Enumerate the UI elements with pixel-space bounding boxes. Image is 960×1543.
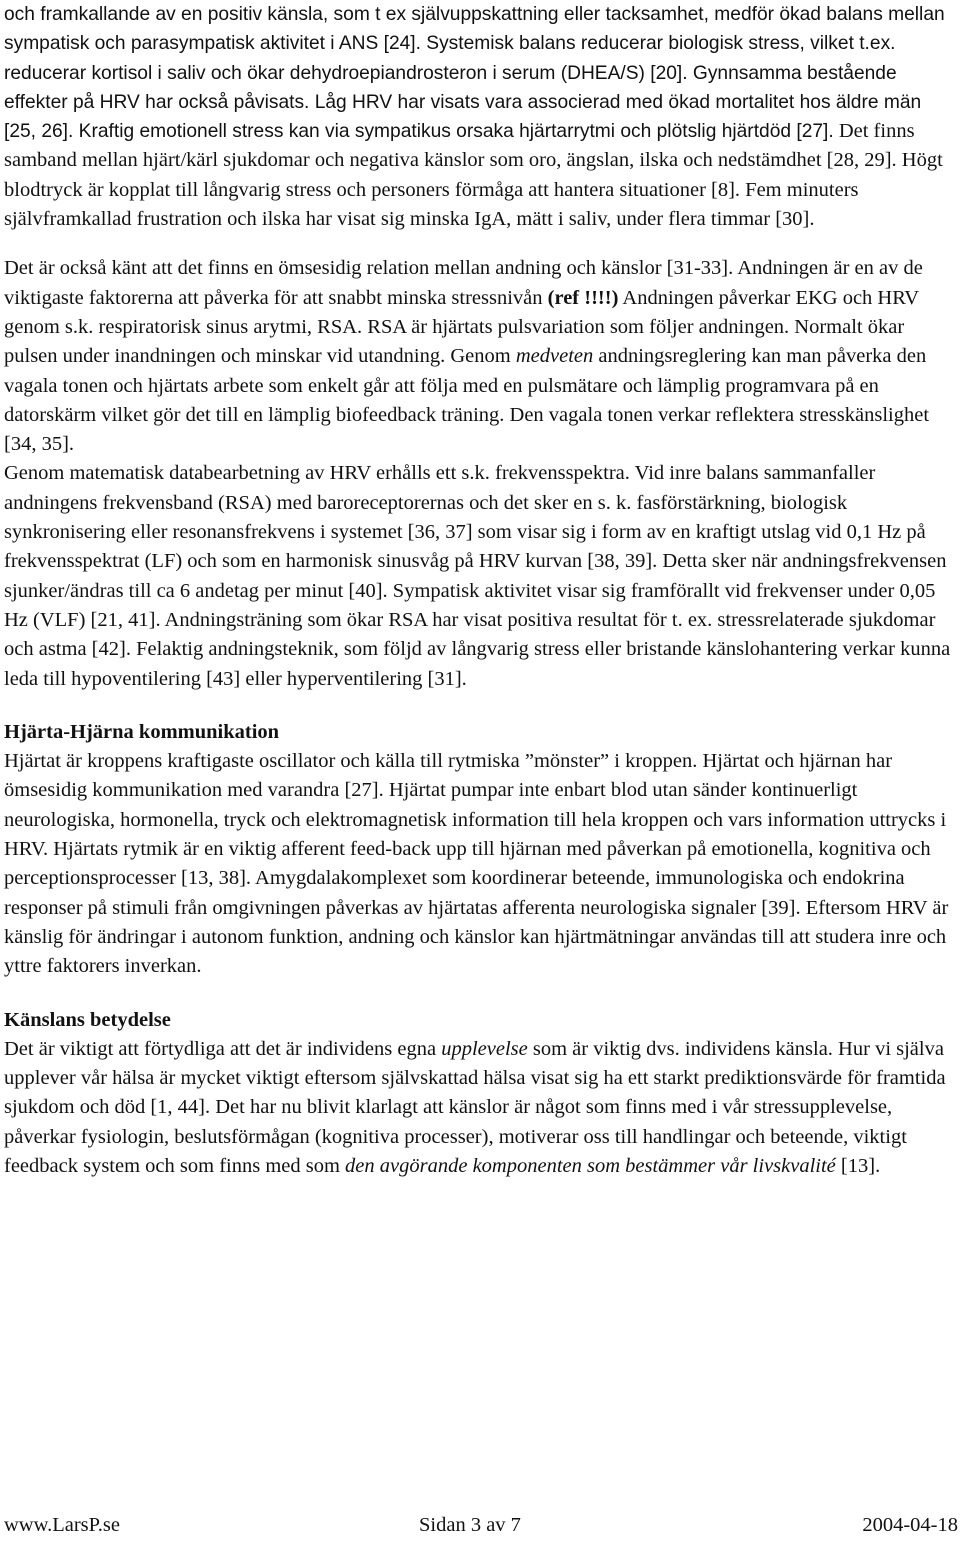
paragraph-emotion-text-b: som är viktig dvs. individens känsla. Hur vi själva upplever vår hälsa är mycket viktigt eftersom självskattad hälsa visat sig ha ett starkt prediktionsvärde för framtida sjukdom och död [1, 44]. Det har nu blivit klarlagt att känslor är något som finns med i vår stressupplevelse, påverkar fysiologin, beslutsförmågan (kognitiva processer), motiverar oss till handlingar och beteende, viktigt feedback system och som finns med som <box>4 1037 946 1177</box>
paragraph-hrv-stress-part1: och framkallande av en positiv känsla, som t ex självuppskattning eller tacksamhet, medför ökad balans mellan sympatisk och parasympatisk aktivitet i ANS [24]. Systemisk balans reducerar biologisk stress, vilket t.ex. reducerar kortisol i saliv och ökar dehydroepiandrosteron i serum (DHEA/S) [20]. Gynnsamma bestående effekter på HRV har också påvisats. Låg HRV har visats vara associerad med ökad mortalitet hos äldre män [25, 26]. Kraftig emotionell stress kan via sympatikus orsaka hjärtarrytmi och plötslig hjärtdöd [27]. <box>4 4 945 143</box>
footer-page-number: Sidan 3 av 7 <box>419 1514 521 1536</box>
emphasis-livskvalite: den avgörande komponenten som bestämmer vår livskvalité <box>345 1154 836 1177</box>
paragraph-breathing-text-b: Andningen påverkar EKG och HRV genom s.k. respiratorisk sinus arytmi, RSA. RSA är hjärtats pulsvariation som följer andningen. Normalt ökar pulsen under inandningen och minskar vid utandning. Genom <box>4 286 919 368</box>
heading-heart-brain: Hjärta-Hjärna kommunikation <box>4 720 280 743</box>
paragraph-frequency-spectrum: Genom matematisk databearbetning av HRV erhålls ett s.k. frekvensspektra. Vid inre balans sammanfaller andningens frekvensband (RSA) med baroreceptorernas och det sker en s. k. fasförstärkning, biologisk synkronisering eller resonansfrekvens i systemet [36, 37] som visar sig i form av en kraftigt utslag vid 0,1 Hz på frekvensspektrat (LF) och som en harmonisk sinusvåg på HRV kurvan [38, 39]. Detta sker när andningsfrekvensen sjunker/ändras till ca 6 andetag per minut [40]. Sympatisk aktivitet visar sig framförallt vid frekvenser under 0,05 Hz (VLF) [21, 41]. Andningsträning som ökar RSA har visat positiva resultat för t. ex. stressrelaterade sjukdomar och astma [42]. Felaktig andningsteknik, som följd av långvarig stress eller bristande känslohantering verkar kunna leda till hypoventilering [43] eller hyperventilering [31]. <box>4 462 951 690</box>
paragraph-emotion-text-c: [13]. <box>835 1154 881 1177</box>
paragraph-heart-brain: Hjärtat är kroppens kraftigaste oscillator och källa till rytmiska ”mönster” i kroppen. Hjärtat och hjärnan har ömsesidig kommunikation med varandra [27]. Hjärtat pumpar inte enbart blod utan sänder kontinuerligt neurologiska, hormonella, tryck och elektromagnetisk information till hela kroppen och vars information uttrycks i HRV. Hjärtats rytmik är en viktig afferent feed-back upp till hjärnan med påverkan på emotionella, kognitiva och perceptionsprocesser [13, 38]. Amygdalakomplexet som koordinerar beteende, immunologiska och endokrina responser på stimuli från omgivningen påverkas av hjärtatas afferenta neurologiska signaler [39]. Eftersom HRV är känslig för ändringar i autonom funktion, andning och känslor kan hjärtmätningar användas till att studera inre och yttre faktorers inverkan. <box>4 750 949 978</box>
paragraph-breathing-text-a: Det är också känt att det finns en ömsesidig relation mellan andning och känslor [31-33]. Andningen är en av de viktigaste faktorerna att påverka för att snabbt minska stressnivån <box>4 257 923 309</box>
heading-emotion-significance: Känslans betydelse <box>4 1008 171 1031</box>
footer-date: 2004-04-18 <box>862 1514 958 1536</box>
document-page <box>4 0 958 1181</box>
paragraph-emotion-significance <box>4 1035 958 1181</box>
page-footer <box>4 1511 958 1540</box>
paragraph-breathing <box>4 254 958 459</box>
ref-placeholder: (ref !!!!) <box>547 286 619 309</box>
paragraph-hrv-stress-part2: Det finns samband mellan hjärt/kärl sjukdomar och negativa känslor som oro, ängslan, ilska och nedstämdhet [28, 29]. Högt blodtryck är kopplat till långvarig stress och personers förmåga att hantera situationer [8]. Fem minuters självframkallad frustration och ilska har visat sig minska IgA, mätt i saliv, under flera timmar [30]. <box>4 120 943 231</box>
paragraph-emotion-text-a: Det är viktigt att förtydliga att det är individens egna <box>4 1037 442 1060</box>
footer-website: www.LarsP.se <box>4 1514 120 1536</box>
emphasis-medveten: medveten <box>515 345 594 368</box>
paragraph-breathing-text-c: andningsreglering kan man påverka den vagala tonen och hjärtats arbete som enkelt går att följa med en pulsmätare och lämplig programvara på en datorskärm vilket gör det till en lämplig biofeedback träning. Den vagala tonen verkar reflektera stresskänslighet [34, 35]. <box>4 345 930 456</box>
emphasis-upplevelse: upplevelse <box>441 1037 528 1060</box>
paragraph-hrv-stress <box>4 0 958 234</box>
